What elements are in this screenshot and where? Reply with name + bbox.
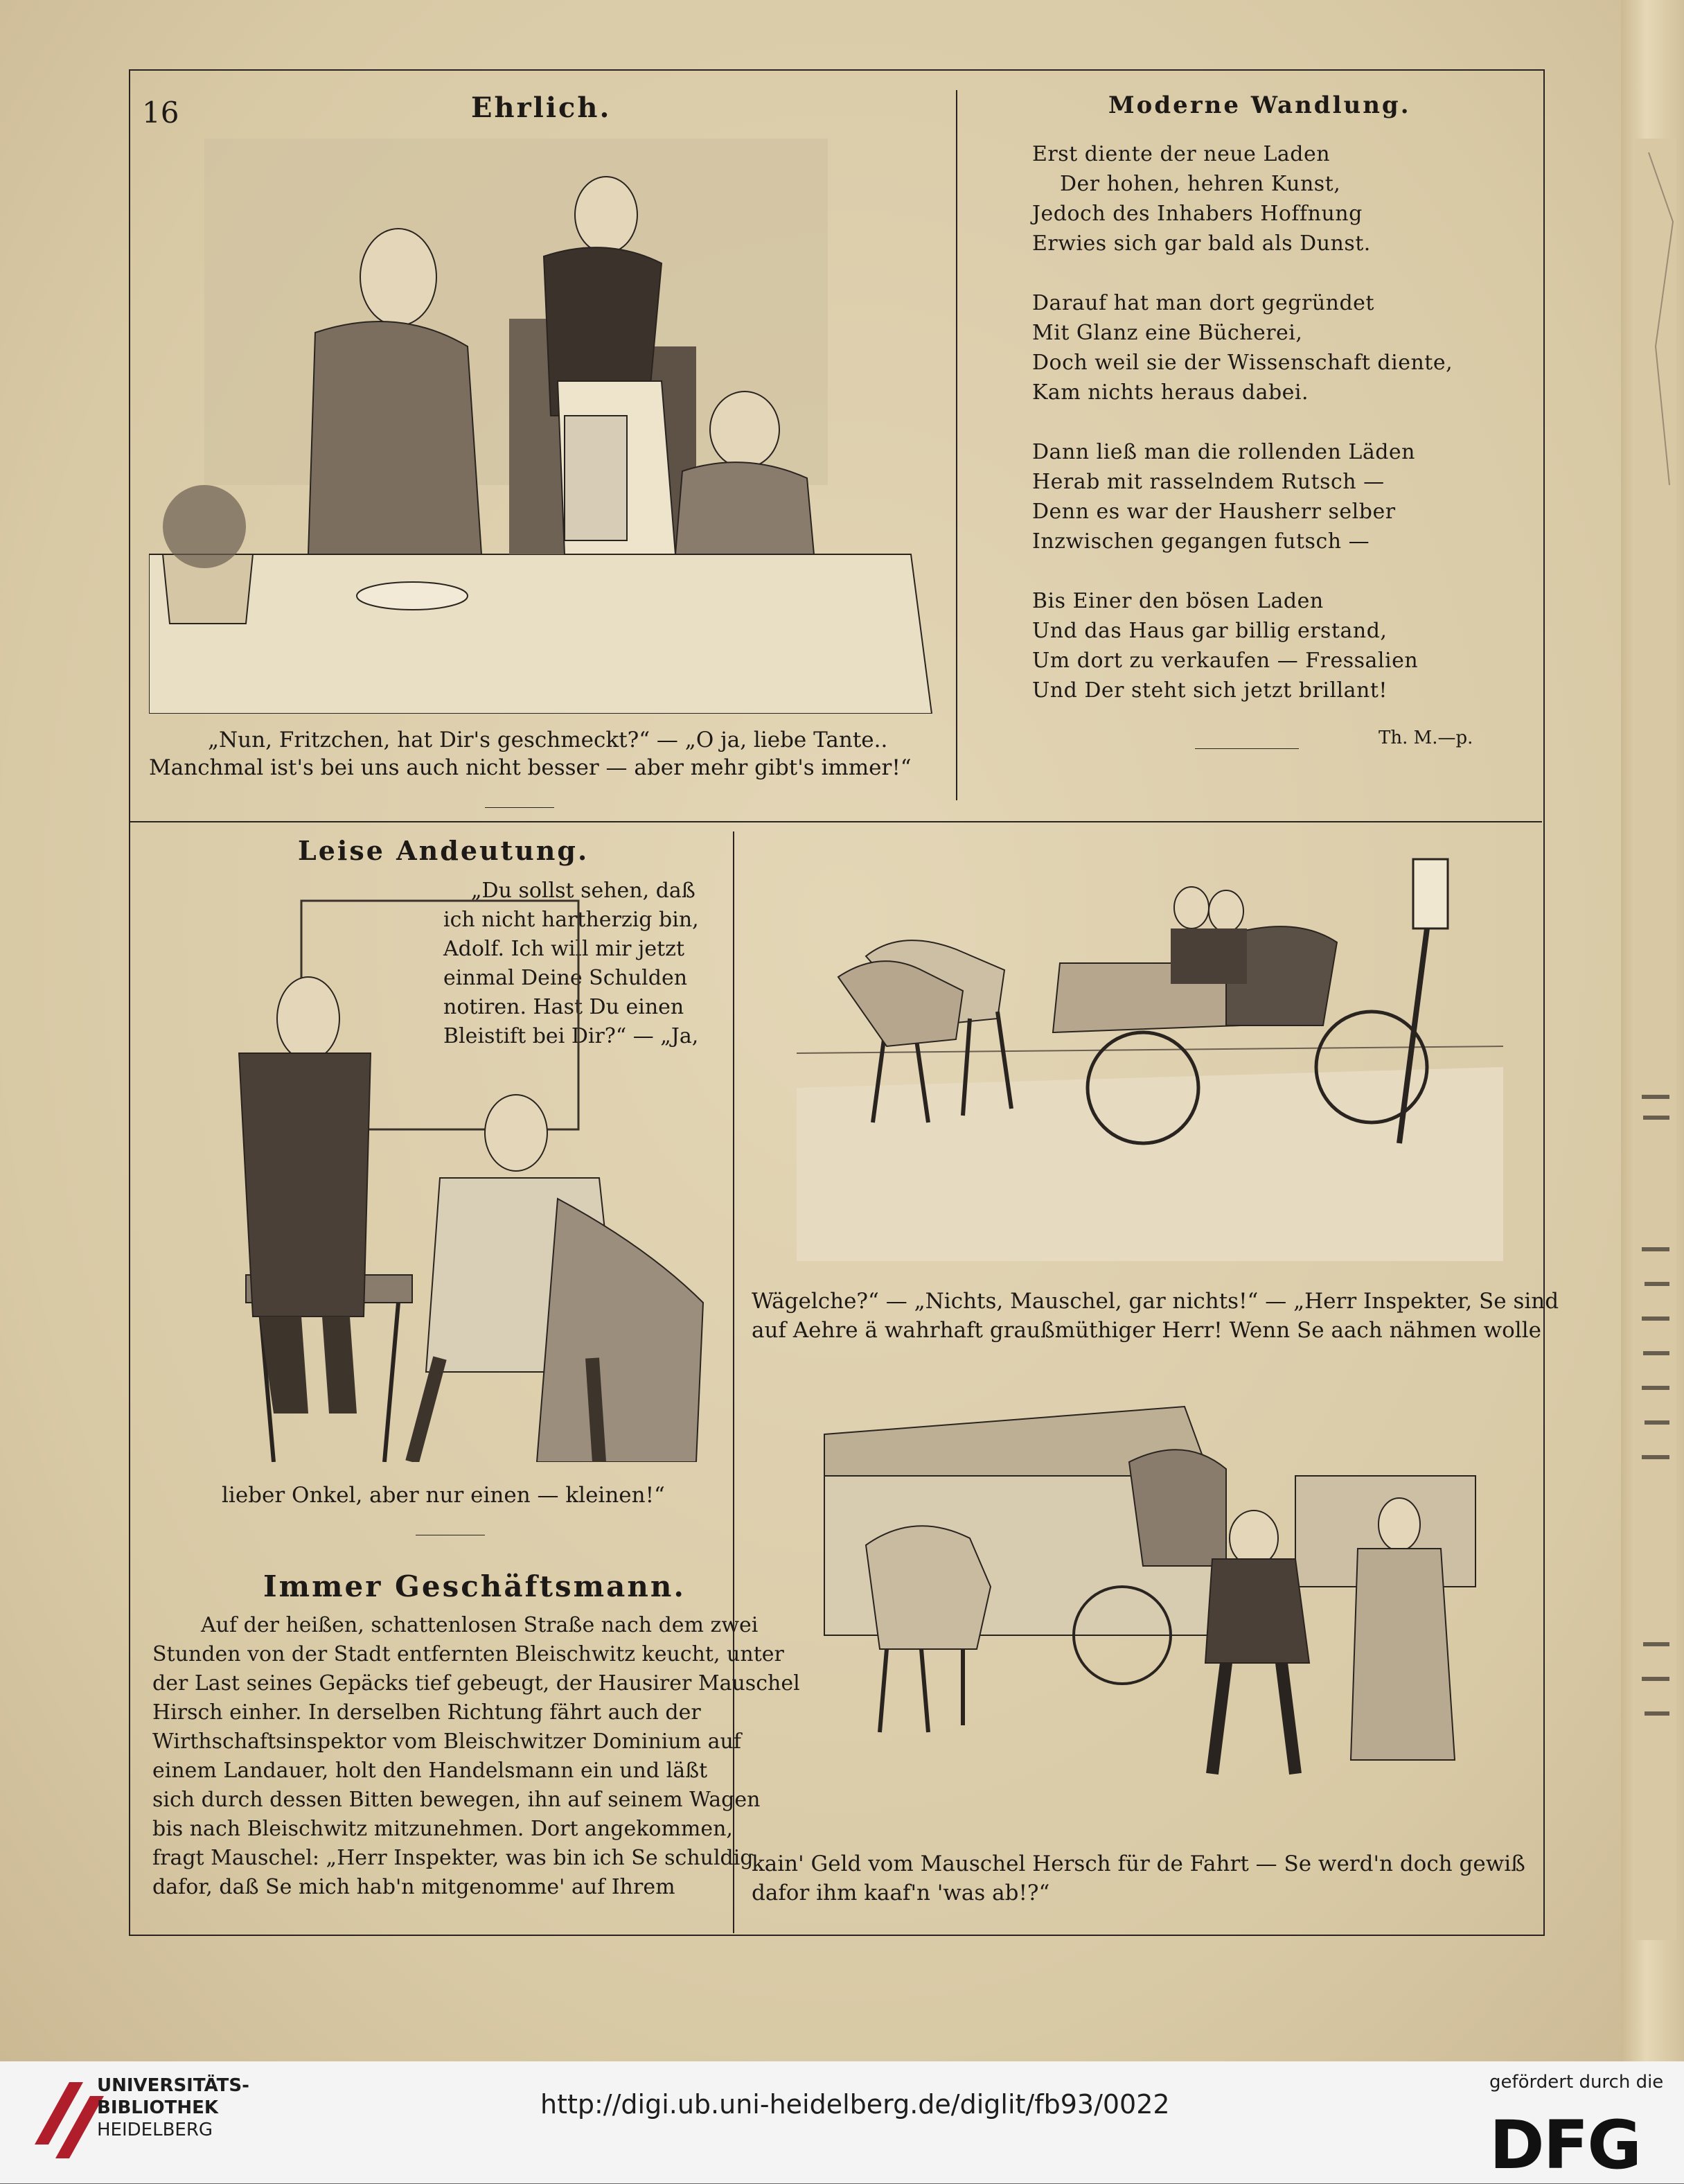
leise-line: „Du sollst sehen, daß <box>471 879 695 903</box>
page-number: 16 <box>142 96 179 130</box>
immer-end-line-1: kain' Geld vom Mauschel Hersch für de Fahrt — Se werd'n doch gewiß <box>752 1851 1525 1876</box>
immer-middle-line-2: auf Aehre ä wahrhaft graußmüthiger Herr! Wenn Se aach nähmen wolle <box>752 1318 1541 1343</box>
poem-line: Jedoch des Inhabers Hoffnung <box>1032 202 1363 226</box>
leise-line: Bleistift bei Dir?“ — „Ja, <box>443 1024 699 1048</box>
small-divider-3 <box>1195 748 1299 749</box>
immer-line: dafor, daß Se mich hab'n mitgenomme' auf Ihrem <box>152 1875 675 1899</box>
institution-line-1: UNIVERSITÄTS- <box>97 2075 249 2096</box>
poem-line: Der hohen, hehren Kunst, <box>1060 172 1341 196</box>
poem-line: Herab mit rasselndem Rutsch — <box>1032 470 1385 494</box>
immer-line: Stunden von der Stadt entfernten Bleischwitz keucht, unter <box>152 1642 784 1666</box>
moderne-title: Moderne Wandlung. <box>1108 91 1411 119</box>
permalink-url[interactable]: http://digi.ub.uni-heidelberg.de/diglit/fb93/0022 <box>540 2089 1170 2120</box>
poem-line: Mit Glanz eine Bücherei, <box>1032 321 1303 345</box>
poem-line: Erwies sich gar bald als Dunst. <box>1032 231 1371 256</box>
leise-line: ich nicht hartherzig bin, <box>443 908 699 932</box>
poem-line: Und das Haus gar billig erstand, <box>1032 619 1388 643</box>
leise-illustration <box>149 887 717 1462</box>
leise-line: notiren. Hast Du einen <box>443 995 684 1019</box>
poem-line: Erst diente der neue Laden <box>1032 142 1331 166</box>
immer-line: Auf der heißen, schattenlosen Straße nach dem zwei <box>201 1613 759 1637</box>
leise-title: Leise Andeutung. <box>298 835 590 866</box>
ehrlich-caption-line-2: Manchmal ist's bei uns auch nicht besser — aber mehr gibt's immer!“ <box>149 755 912 780</box>
adjacent-page-strip <box>1635 139 1676 1940</box>
institution-line-2: BIBLIOTHEK <box>97 2097 219 2118</box>
small-divider-1 <box>485 807 554 808</box>
immer-line: Hirsch einher. In derselben Richtung fährt auch der <box>152 1700 701 1725</box>
leise-caption: lieber Onkel, aber nur einen — kleinen!“ <box>222 1483 665 1508</box>
poem-line: Und Der steht sich jetzt brillant! <box>1032 678 1388 703</box>
poem-line: Kam nichts heraus dabei. <box>1032 380 1309 405</box>
poem-line: Dann ließ man die rollenden Läden <box>1032 440 1415 464</box>
section-divider <box>129 821 1542 822</box>
poem-line: Bis Einer den bösen Laden <box>1032 589 1324 613</box>
poem-line: Um dort zu verkaufen — Fressalien <box>1032 649 1419 673</box>
poem-line: Darauf hat man dort gegründet <box>1032 291 1374 315</box>
immer-line: bis nach Bleischwitz mitzunehmen. Dort angekommen, <box>152 1817 733 1841</box>
leise-line: einmal Deine Schulden <box>443 966 688 990</box>
immer-end-line-2: dafor ihm kaaf'n 'was ab!?“ <box>752 1881 1050 1905</box>
column-divider-top <box>956 90 957 800</box>
ehrlich-caption-line-1: „Nun, Fritzchen, hat Dir's geschmeckt?“ — „O ja, liebe Tante.. <box>208 728 888 752</box>
institution-line-3: HEIDELBERG <box>97 2120 213 2140</box>
leise-line: Adolf. Ich will mir jetzt <box>443 937 685 961</box>
market-illustration <box>797 1372 1503 1802</box>
ehrlich-illustration <box>149 139 946 714</box>
viewer-footer <box>0 2061 1684 2183</box>
poem-line: Inzwischen gegangen futsch — <box>1032 529 1370 554</box>
funded-by-label: gefördert durch die <box>1489 2072 1664 2093</box>
immer-middle-line-1: Wägelche?“ — „Nichts, Mauschel, gar nichts!“ — „Herr Inspekter, Se sind <box>752 1289 1559 1314</box>
moderne-signature: Th. M.—p. <box>1379 728 1473 748</box>
dfg-logo[interactable]: DFG <box>1489 2106 1641 2184</box>
immer-line: Wirthschaftsinspektor vom Bleischwitzer Dominium auf <box>152 1729 741 1754</box>
ehrlich-title: Ehrlich. <box>471 91 612 124</box>
immer-line: sich durch dessen Bitten bewegen, ihn auf seinem Wagen <box>152 1788 761 1812</box>
column-divider-bottom <box>733 831 734 1933</box>
immer-line: der Last seines Gepäcks tief gebeugt, der Hausirer Mauschel <box>152 1671 800 1696</box>
poem-line: Doch weil sie der Wissenschaft diente, <box>1032 351 1453 375</box>
immer-title: Immer Geschäftsmann. <box>263 1569 686 1603</box>
immer-line: fragt Mauschel: „Herr Inspekter, was bin ich Se schuldig <box>152 1846 754 1870</box>
carriage-illustration <box>797 845 1503 1261</box>
immer-line: einem Landauer, holt den Handelsmann ein und läßt <box>152 1759 708 1783</box>
poem-line: Denn es war der Hausherr selber <box>1032 500 1396 524</box>
